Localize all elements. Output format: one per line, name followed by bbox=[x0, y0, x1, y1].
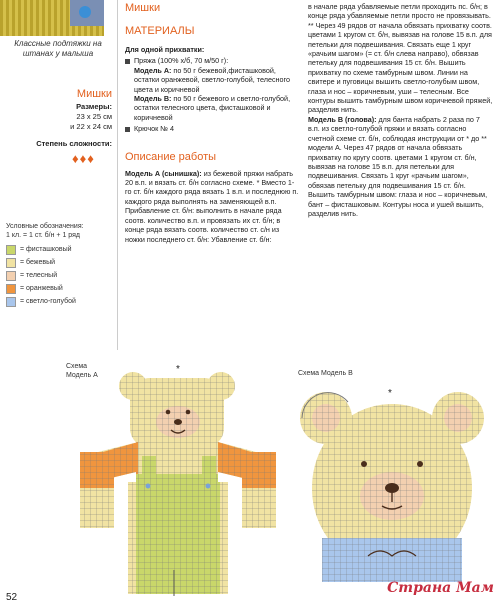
size-b: и 22 x 24 см bbox=[70, 122, 112, 131]
work-heading: Описание работы bbox=[125, 150, 217, 163]
watermark-logo: Страна Мам bbox=[387, 580, 494, 596]
legend-label: = фисташковый bbox=[20, 246, 72, 253]
model-a-work: Модель А (сынишка): из бежевой пряжи набрать 20 в.п. и вязать ст. б/н согласно схеме. * Вместо 1-го ст. б/н каждого ряда вязать 1 в.п. и последнюю п. каждого ряда выполнять на заменяющей в.п. Прибавление ст. б/н: выполнить в начале ряда соотв. количество в.п. и провязать их ст. б/н; в конце ряда вязать соотв. количество ст. с/н из ножки последнего ст. б/н: Убавление ст. б/н: bbox=[125, 168, 299, 244]
materials-heading: МАТЕРИАЛЫ bbox=[125, 25, 195, 37]
legend-swatch bbox=[6, 245, 16, 255]
legend bbox=[6, 222, 106, 308]
sidebar-info bbox=[62, 88, 112, 132]
column-1 bbox=[125, 2, 300, 244]
col2-paragraph-1: в начале ряда убавляемые петли проходить пс. б/н; в конце ряда убавляемые петли просто не провязывать. ** Через 49 рядов от начала обвязать прихватку соотв. цветами 1 кругом ст. б/н, вывязав на голове 15 в.п. для петельки для подвешивания. Связать еще 1 круг «рачьим шагом» (= ст. б/н слева направо), обвязав петельку для подвешивания 15 ст. б/н. Вышить прихватку по схеме тамбурным швом. Линии на свитере и пуговицы вышить светло-голубым швом, глаза и нос – коричневым, уши – телесным. Все контуры вышить тамбурным швом коричневой пряжей, разделив нить. bbox=[308, 2, 493, 115]
divider bbox=[117, 0, 118, 350]
chart-b-bear-head bbox=[298, 388, 486, 586]
legend-item bbox=[6, 256, 106, 269]
col1-title: Мишки bbox=[125, 2, 161, 14]
legend-item bbox=[6, 282, 106, 295]
legend-swatch bbox=[6, 258, 16, 268]
hook-line: Крючок № 4 bbox=[125, 124, 300, 133]
legend-item bbox=[6, 295, 106, 308]
legend-label: = оранжевый bbox=[20, 285, 63, 292]
chart-a-star: * bbox=[176, 364, 180, 375]
photo-caption: Классные подтяжки на штанах у малыша bbox=[14, 39, 102, 58]
chart-a-title: Схема bbox=[66, 363, 88, 370]
chart-b-star: * bbox=[388, 388, 392, 399]
for-one: Для одной прихватки: bbox=[125, 45, 205, 54]
yarn-line: Пряжа (100% х/б, 70 м/50 г): bbox=[125, 56, 300, 65]
legend-label: = светло-голубой bbox=[20, 298, 76, 305]
column-2 bbox=[308, 2, 493, 218]
legend-item bbox=[6, 269, 106, 282]
legend-label: = телесный bbox=[20, 272, 58, 279]
legend-swatch bbox=[6, 284, 16, 294]
legend-swatch bbox=[6, 297, 16, 307]
sidebar-title: Мишки bbox=[76, 88, 112, 100]
legend-swatch bbox=[6, 271, 16, 281]
legend-item bbox=[6, 243, 106, 256]
chart-a-bear-boy bbox=[78, 364, 278, 596]
difficulty-icons: ♦♦♦ bbox=[72, 151, 95, 166]
legend-label: = бежевый bbox=[20, 259, 56, 266]
size-label: Размеры: bbox=[76, 102, 112, 111]
difficulty-label: Степень сложности: bbox=[36, 139, 112, 148]
model-b-materials: Модель B: по 50 г бежевого и светло-голубой, остатки телесного цвета, фисташковой и коричневой bbox=[134, 94, 291, 122]
legend-cell: 1 кл. = 1 ст. б/н + 1 ряд bbox=[6, 232, 80, 239]
size-a: 23 x 25 см bbox=[76, 112, 112, 121]
model-a-materials: Модель А: по 50 г бежевой,фисташковой, остатки оранжевой, светло-голубой, телесного цвета и коричневой bbox=[134, 65, 290, 94]
pocket-button-graphic bbox=[70, 0, 104, 26]
page-number: 52 bbox=[6, 592, 18, 603]
legend-title: Условные обозначения: bbox=[6, 223, 84, 230]
col2-paragraph-2: Модель B (голова): для банта набрать 2 раза по 7 в.п. из светло-голубой пряжи и вязать согласно счетной схеме ст. б/н, соблюдая инструкции от * до ** модели А. Через 47 рядов от начала обвязать прихватку по кругу соотв. цветами 1 кругом ст. б/н, вывязав на голове 15 в.п. для петельки для подвешивания. Связать 1 круг «рачьим шагом», обвязав петельку для подвешивания 15 ст. б/н. Вышить тамбурным швом: глаза и нос – коричневым, бант – фисташковым. Контуры носа и ушей вышить, разделив нить. bbox=[308, 114, 488, 218]
chart-b-label: Схема Модель В bbox=[298, 370, 353, 377]
chart-a-subtitle: Модель А bbox=[66, 372, 98, 379]
photo-bear-trousers bbox=[0, 0, 104, 36]
